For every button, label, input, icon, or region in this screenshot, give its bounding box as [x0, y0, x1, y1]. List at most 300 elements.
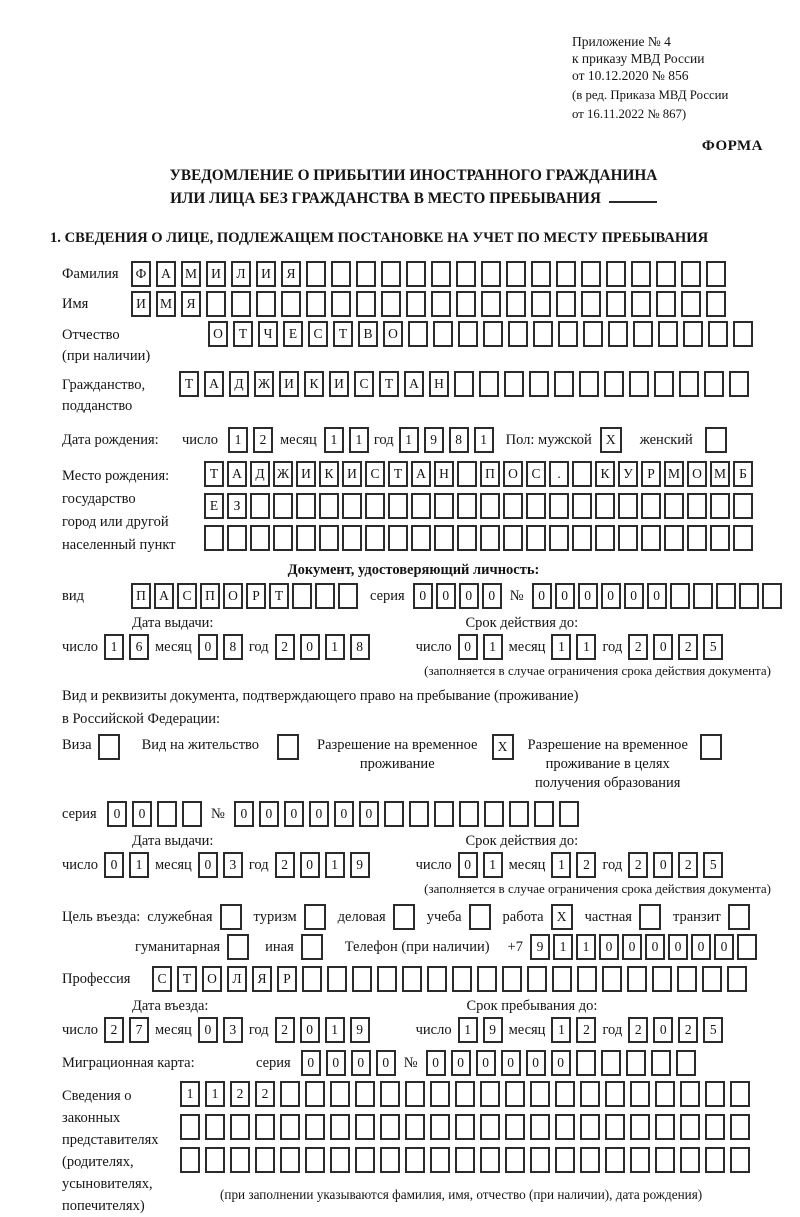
char-cell[interactable]: С: [152, 966, 172, 992]
char-cell[interactable]: [280, 1081, 300, 1107]
char-cell[interactable]: [676, 1050, 696, 1076]
char-cell[interactable]: [716, 583, 736, 609]
char-cell[interactable]: [529, 371, 549, 397]
char-cell[interactable]: 0: [601, 583, 621, 609]
char-cell[interactable]: [705, 1147, 725, 1173]
char-cell[interactable]: И: [279, 371, 299, 397]
char-cell[interactable]: [480, 1147, 500, 1173]
char-cell[interactable]: [534, 801, 554, 827]
char-cell[interactable]: Ж: [273, 461, 293, 487]
char-cell[interactable]: И: [206, 261, 226, 287]
char-cell[interactable]: О: [687, 461, 707, 487]
char-cell[interactable]: [710, 493, 730, 519]
char-cell[interactable]: 2: [230, 1081, 250, 1107]
char-cell[interactable]: Р: [277, 966, 297, 992]
char-cell[interactable]: [273, 525, 293, 551]
char-cell[interactable]: К: [304, 371, 324, 397]
char-cell[interactable]: [509, 801, 529, 827]
char-cell[interactable]: О: [202, 966, 222, 992]
char-cell[interactable]: [605, 1147, 625, 1173]
char-cell[interactable]: Ф: [131, 261, 151, 287]
sex-female-checkbox[interactable]: [705, 427, 727, 453]
char-cell[interactable]: [606, 261, 626, 287]
char-cell[interactable]: И: [342, 461, 362, 487]
char-cell[interactable]: [631, 291, 651, 317]
char-cell[interactable]: 1: [458, 1017, 478, 1043]
char-cell[interactable]: С: [308, 321, 328, 347]
char-cell[interactable]: 0: [259, 801, 279, 827]
char-cell[interactable]: Д: [229, 371, 249, 397]
char-cell[interactable]: [605, 1081, 625, 1107]
char-cell[interactable]: 2: [255, 1081, 275, 1107]
char-cell[interactable]: О: [208, 321, 228, 347]
char-cell[interactable]: [641, 493, 661, 519]
char-cell[interactable]: [480, 493, 500, 519]
char-cell[interactable]: Е: [204, 493, 224, 519]
char-cell[interactable]: [338, 583, 358, 609]
char-cell[interactable]: 2: [576, 1017, 596, 1043]
char-cell[interactable]: [730, 1081, 750, 1107]
char-cell[interactable]: [408, 321, 428, 347]
char-cell[interactable]: 0: [300, 852, 320, 878]
char-cell[interactable]: [527, 966, 547, 992]
char-cell[interactable]: [230, 1147, 250, 1173]
char-cell[interactable]: [381, 291, 401, 317]
char-cell[interactable]: 8: [350, 634, 370, 660]
char-cell[interactable]: [656, 261, 676, 287]
char-cell[interactable]: А: [411, 461, 431, 487]
char-cell[interactable]: 2: [628, 852, 648, 878]
char-cell[interactable]: 0: [413, 583, 433, 609]
char-cell[interactable]: [388, 525, 408, 551]
char-cell[interactable]: З: [227, 493, 247, 519]
char-cell[interactable]: [687, 525, 707, 551]
char-cell[interactable]: 1: [324, 427, 344, 453]
char-cell[interactable]: И: [131, 291, 151, 317]
char-cell[interactable]: [306, 291, 326, 317]
char-cell[interactable]: 0: [300, 634, 320, 660]
char-cell[interactable]: Ч: [258, 321, 278, 347]
char-cell[interactable]: [458, 321, 478, 347]
char-cell[interactable]: 0: [458, 852, 478, 878]
char-cell[interactable]: [664, 525, 684, 551]
char-cell[interactable]: [581, 291, 601, 317]
char-cell[interactable]: [739, 583, 759, 609]
char-cell[interactable]: О: [223, 583, 243, 609]
char-cell[interactable]: [377, 966, 397, 992]
char-cell[interactable]: [356, 291, 376, 317]
char-cell[interactable]: [315, 583, 335, 609]
char-cell[interactable]: [670, 583, 690, 609]
char-cell[interactable]: 2: [678, 852, 698, 878]
char-cell[interactable]: [708, 321, 728, 347]
char-cell[interactable]: М: [181, 261, 201, 287]
char-cell[interactable]: [656, 291, 676, 317]
char-cell[interactable]: 0: [309, 801, 329, 827]
char-cell[interactable]: 0: [482, 583, 502, 609]
char-cell[interactable]: М: [710, 461, 730, 487]
char-cell[interactable]: [606, 291, 626, 317]
char-cell[interactable]: А: [227, 461, 247, 487]
char-cell[interactable]: [627, 966, 647, 992]
char-cell[interactable]: [655, 1147, 675, 1173]
char-cell[interactable]: [331, 291, 351, 317]
char-cell[interactable]: Т: [269, 583, 289, 609]
char-cell[interactable]: [479, 371, 499, 397]
char-cell[interactable]: 0: [624, 583, 644, 609]
char-cell[interactable]: [459, 801, 479, 827]
char-cell[interactable]: С: [354, 371, 374, 397]
char-cell[interactable]: 0: [326, 1050, 346, 1076]
char-cell[interactable]: [549, 493, 569, 519]
char-cell[interactable]: [430, 1081, 450, 1107]
char-cell[interactable]: [733, 493, 753, 519]
char-cell[interactable]: Я: [181, 291, 201, 317]
char-cell[interactable]: 0: [501, 1050, 521, 1076]
char-cell[interactable]: К: [319, 461, 339, 487]
char-cell[interactable]: 8: [449, 427, 469, 453]
char-cell[interactable]: 2: [275, 1017, 295, 1043]
char-cell[interactable]: [365, 525, 385, 551]
char-cell[interactable]: Л: [227, 966, 247, 992]
char-cell[interactable]: [730, 1114, 750, 1140]
char-cell[interactable]: У: [618, 461, 638, 487]
char-cell[interactable]: [434, 801, 454, 827]
char-cell[interactable]: 8: [223, 634, 243, 660]
char-cell[interactable]: [384, 801, 404, 827]
char-cell[interactable]: [658, 321, 678, 347]
char-cell[interactable]: [319, 493, 339, 519]
char-cell[interactable]: [319, 525, 339, 551]
char-cell[interactable]: [477, 966, 497, 992]
char-cell[interactable]: [693, 583, 713, 609]
char-cell[interactable]: [654, 371, 674, 397]
char-cell[interactable]: [730, 1147, 750, 1173]
char-cell[interactable]: [330, 1147, 350, 1173]
char-cell[interactable]: [409, 801, 429, 827]
char-cell[interactable]: 7: [129, 1017, 149, 1043]
residence-permit-checkbox[interactable]: [277, 734, 299, 760]
char-cell[interactable]: [455, 1114, 475, 1140]
char-cell[interactable]: А: [156, 261, 176, 287]
char-cell[interactable]: К: [595, 461, 615, 487]
char-cell[interactable]: [434, 493, 454, 519]
char-cell[interactable]: [680, 1081, 700, 1107]
char-cell[interactable]: [687, 493, 707, 519]
char-cell[interactable]: [255, 1147, 275, 1173]
char-cell[interactable]: 0: [551, 1050, 571, 1076]
char-cell[interactable]: 0: [300, 1017, 320, 1043]
char-cell[interactable]: [431, 291, 451, 317]
char-cell[interactable]: 0: [436, 583, 456, 609]
char-cell[interactable]: А: [204, 371, 224, 397]
char-cell[interactable]: 0: [653, 1017, 673, 1043]
char-cell[interactable]: [157, 801, 177, 827]
char-cell[interactable]: 2: [576, 852, 596, 878]
char-cell[interactable]: [433, 321, 453, 347]
char-cell[interactable]: Я: [281, 261, 301, 287]
char-cell[interactable]: [506, 261, 526, 287]
char-cell[interactable]: [402, 966, 422, 992]
char-cell[interactable]: Р: [641, 461, 661, 487]
char-cell[interactable]: [256, 291, 276, 317]
char-cell[interactable]: [641, 525, 661, 551]
char-cell[interactable]: [530, 1147, 550, 1173]
char-cell[interactable]: [572, 493, 592, 519]
char-cell[interactable]: [506, 291, 526, 317]
char-cell[interactable]: [677, 966, 697, 992]
char-cell[interactable]: [455, 1147, 475, 1173]
char-cell[interactable]: [655, 1081, 675, 1107]
char-cell[interactable]: Д: [250, 461, 270, 487]
char-cell[interactable]: 1: [129, 852, 149, 878]
char-cell[interactable]: [457, 525, 477, 551]
char-cell[interactable]: [681, 261, 701, 287]
char-cell[interactable]: [480, 1114, 500, 1140]
char-cell[interactable]: [504, 371, 524, 397]
char-cell[interactable]: 0: [301, 1050, 321, 1076]
char-cell[interactable]: О: [503, 461, 523, 487]
char-cell[interactable]: А: [404, 371, 424, 397]
char-cell[interactable]: [530, 1081, 550, 1107]
char-cell[interactable]: [406, 291, 426, 317]
char-cell[interactable]: Н: [429, 371, 449, 397]
char-cell[interactable]: М: [156, 291, 176, 317]
char-cell[interactable]: [576, 1050, 596, 1076]
char-cell[interactable]: [273, 493, 293, 519]
char-cell[interactable]: [737, 934, 757, 960]
char-cell[interactable]: 2: [104, 1017, 124, 1043]
char-cell[interactable]: 0: [234, 801, 254, 827]
char-cell[interactable]: [626, 1050, 646, 1076]
char-cell[interactable]: [430, 1147, 450, 1173]
char-cell[interactable]: [356, 261, 376, 287]
char-cell[interactable]: [554, 371, 574, 397]
char-cell[interactable]: [405, 1147, 425, 1173]
char-cell[interactable]: 0: [532, 583, 552, 609]
char-cell[interactable]: 0: [198, 1017, 218, 1043]
char-cell[interactable]: [405, 1114, 425, 1140]
char-cell[interactable]: 1: [325, 634, 345, 660]
char-cell[interactable]: Т: [204, 461, 224, 487]
char-cell[interactable]: 2: [678, 1017, 698, 1043]
char-cell[interactable]: [481, 261, 501, 287]
char-cell[interactable]: [733, 321, 753, 347]
char-cell[interactable]: [652, 966, 672, 992]
char-cell[interactable]: [388, 493, 408, 519]
char-cell[interactable]: [305, 1114, 325, 1140]
char-cell[interactable]: [508, 321, 528, 347]
char-cell[interactable]: [255, 1114, 275, 1140]
char-cell[interactable]: [633, 321, 653, 347]
char-cell[interactable]: [302, 966, 322, 992]
char-cell[interactable]: 2: [275, 852, 295, 878]
char-cell[interactable]: 1: [551, 1017, 571, 1043]
char-cell[interactable]: 0: [691, 934, 711, 960]
char-cell[interactable]: [604, 371, 624, 397]
char-cell[interactable]: 0: [668, 934, 688, 960]
char-cell[interactable]: [595, 493, 615, 519]
char-cell[interactable]: [405, 1081, 425, 1107]
char-cell[interactable]: [231, 291, 251, 317]
char-cell[interactable]: 1: [483, 634, 503, 660]
char-cell[interactable]: [608, 321, 628, 347]
char-cell[interactable]: 0: [284, 801, 304, 827]
char-cell[interactable]: [629, 371, 649, 397]
char-cell[interactable]: [704, 371, 724, 397]
char-cell[interactable]: [558, 321, 578, 347]
char-cell[interactable]: 0: [107, 801, 127, 827]
rvp-checkbox[interactable]: X: [492, 734, 514, 760]
char-cell[interactable]: 2: [628, 634, 648, 660]
char-cell[interactable]: [480, 1081, 500, 1107]
char-cell[interactable]: [503, 525, 523, 551]
char-cell[interactable]: [580, 1081, 600, 1107]
char-cell[interactable]: 0: [198, 852, 218, 878]
char-cell[interactable]: П: [200, 583, 220, 609]
char-cell[interactable]: [555, 1081, 575, 1107]
char-cell[interactable]: [411, 525, 431, 551]
char-cell[interactable]: [556, 261, 576, 287]
char-cell[interactable]: 0: [476, 1050, 496, 1076]
char-cell[interactable]: [583, 321, 603, 347]
char-cell[interactable]: [595, 525, 615, 551]
char-cell[interactable]: [230, 1114, 250, 1140]
char-cell[interactable]: 0: [198, 634, 218, 660]
char-cell[interactable]: [484, 801, 504, 827]
char-cell[interactable]: [380, 1081, 400, 1107]
char-cell[interactable]: 0: [451, 1050, 471, 1076]
char-cell[interactable]: [580, 1147, 600, 1173]
char-cell[interactable]: [180, 1114, 200, 1140]
char-cell[interactable]: [530, 1114, 550, 1140]
char-cell[interactable]: [702, 966, 722, 992]
char-cell[interactable]: [531, 261, 551, 287]
char-cell[interactable]: [526, 525, 546, 551]
char-cell[interactable]: [250, 525, 270, 551]
char-cell[interactable]: М: [664, 461, 684, 487]
char-cell[interactable]: 0: [376, 1050, 396, 1076]
char-cell[interactable]: [406, 261, 426, 287]
char-cell[interactable]: [342, 493, 362, 519]
char-cell[interactable]: [452, 966, 472, 992]
char-cell[interactable]: [618, 493, 638, 519]
char-cell[interactable]: [572, 525, 592, 551]
char-cell[interactable]: 1: [104, 634, 124, 660]
char-cell[interactable]: [705, 1114, 725, 1140]
char-cell[interactable]: 0: [653, 852, 673, 878]
char-cell[interactable]: 1: [483, 852, 503, 878]
char-cell[interactable]: [331, 261, 351, 287]
char-cell[interactable]: 0: [334, 801, 354, 827]
char-cell[interactable]: 0: [359, 801, 379, 827]
char-cell[interactable]: [531, 291, 551, 317]
char-cell[interactable]: Т: [388, 461, 408, 487]
char-cell[interactable]: Л: [231, 261, 251, 287]
char-cell[interactable]: 0: [526, 1050, 546, 1076]
char-cell[interactable]: [555, 1147, 575, 1173]
char-cell[interactable]: Т: [333, 321, 353, 347]
char-cell[interactable]: [505, 1081, 525, 1107]
char-cell[interactable]: [204, 525, 224, 551]
char-cell[interactable]: [533, 321, 553, 347]
char-cell[interactable]: [305, 1081, 325, 1107]
char-cell[interactable]: [549, 525, 569, 551]
char-cell[interactable]: [355, 1081, 375, 1107]
char-cell[interactable]: [581, 261, 601, 287]
char-cell[interactable]: [280, 1147, 300, 1173]
char-cell[interactable]: [427, 966, 447, 992]
char-cell[interactable]: [762, 583, 782, 609]
char-cell[interactable]: 1: [325, 852, 345, 878]
char-cell[interactable]: [580, 1114, 600, 1140]
char-cell[interactable]: 0: [578, 583, 598, 609]
char-cell[interactable]: [180, 1147, 200, 1173]
char-cell[interactable]: [559, 801, 579, 827]
char-cell[interactable]: [454, 371, 474, 397]
char-cell[interactable]: [618, 525, 638, 551]
char-cell[interactable]: [206, 291, 226, 317]
char-cell[interactable]: 0: [645, 934, 665, 960]
char-cell[interactable]: И: [256, 261, 276, 287]
char-cell[interactable]: [681, 291, 701, 317]
char-cell[interactable]: 6: [129, 634, 149, 660]
char-cell[interactable]: [556, 291, 576, 317]
char-cell[interactable]: 9: [350, 852, 370, 878]
char-cell[interactable]: [503, 493, 523, 519]
char-cell[interactable]: 2: [678, 634, 698, 660]
char-cell[interactable]: [456, 261, 476, 287]
char-cell[interactable]: 1: [205, 1081, 225, 1107]
char-cell[interactable]: [572, 461, 592, 487]
char-cell[interactable]: [457, 493, 477, 519]
char-cell[interactable]: С: [365, 461, 385, 487]
char-cell[interactable]: [680, 1147, 700, 1173]
char-cell[interactable]: 9: [483, 1017, 503, 1043]
char-cell[interactable]: П: [131, 583, 151, 609]
char-cell[interactable]: [305, 1147, 325, 1173]
char-cell[interactable]: [631, 261, 651, 287]
char-cell[interactable]: [526, 493, 546, 519]
char-cell[interactable]: [380, 1114, 400, 1140]
char-cell[interactable]: 1: [576, 634, 596, 660]
char-cell[interactable]: [481, 291, 501, 317]
char-cell[interactable]: 0: [622, 934, 642, 960]
char-cell[interactable]: [227, 525, 247, 551]
char-cell[interactable]: 2: [253, 427, 273, 453]
char-cell[interactable]: [411, 493, 431, 519]
sex-male-checkbox[interactable]: X: [600, 427, 622, 453]
char-cell[interactable]: [502, 966, 522, 992]
char-cell[interactable]: 5: [703, 1017, 723, 1043]
char-cell[interactable]: [601, 1050, 621, 1076]
char-cell[interactable]: 2: [275, 634, 295, 660]
char-cell[interactable]: 0: [647, 583, 667, 609]
purpose-checkbox-ucheba[interactable]: [469, 904, 491, 930]
char-cell[interactable]: [355, 1114, 375, 1140]
char-cell[interactable]: 1: [551, 634, 571, 660]
char-cell[interactable]: С: [526, 461, 546, 487]
char-cell[interactable]: [380, 1147, 400, 1173]
char-cell[interactable]: [655, 1114, 675, 1140]
purpose-checkbox-rabota[interactable]: X: [551, 904, 573, 930]
char-cell[interactable]: [680, 1114, 700, 1140]
char-cell[interactable]: [292, 583, 312, 609]
char-cell[interactable]: [706, 261, 726, 287]
char-cell[interactable]: [651, 1050, 671, 1076]
char-cell[interactable]: [205, 1114, 225, 1140]
char-cell[interactable]: [729, 371, 749, 397]
